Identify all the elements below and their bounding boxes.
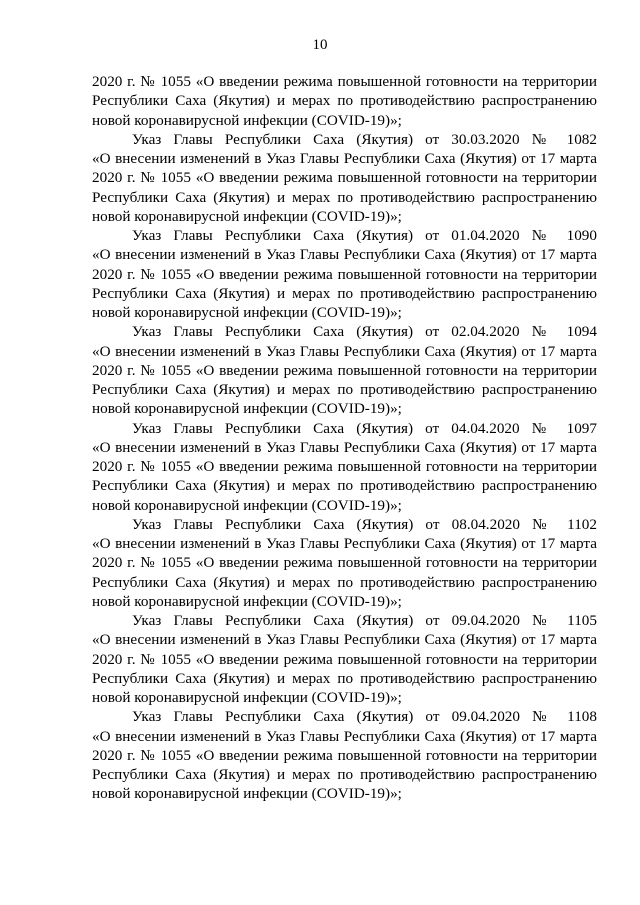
text-line: 2020 г. № 1055 «О введении режима повышенной готовности на территории bbox=[92, 554, 597, 572]
text-line: Республики Саха (Якутия) и мерах по противодействию распространению bbox=[92, 92, 597, 110]
text-line: 2020 г. № 1055 «О введении режима повышенной готовности на территории bbox=[92, 746, 597, 764]
decree-line: Указ Главы Республики Саха (Якутия) от 09.04.2020 № 1105 bbox=[132, 612, 597, 629]
text-line: 2020 г. № 1055 «О введении режима повышенной готовности на территории bbox=[92, 73, 597, 90]
text-line: «О внесении изменений в Указ Главы Республики Саха (Якутия) от 17 марта bbox=[92, 438, 597, 456]
text-line: «О внесении изменений в Указ Главы Республики Саха (Якутия) от 17 марта bbox=[92, 342, 597, 360]
text-line: «О внесении изменений в Указ Главы Республики Саха (Якутия) от 17 марта bbox=[92, 246, 597, 264]
text-line: «О внесении изменений в Указ Главы Республики Саха (Якутия) от 17 марта bbox=[92, 150, 597, 167]
text-line: 2020 г. № 1055 «О введении режима повышенной готовности на территории bbox=[92, 169, 597, 187]
text-line: Республики Саха (Якутия) и мерах по противодействию распространению bbox=[92, 573, 597, 591]
decree-line: Указ Главы Республики Саха (Якутия) от 01.04.2020 № 1090 bbox=[132, 227, 597, 244]
text-line: Республики Саха (Якутия) и мерах по противодействию распространению bbox=[92, 669, 597, 687]
text-line: Республики Саха (Якутия) и мерах по противодействию распространению bbox=[92, 188, 597, 206]
text-line: Республики Саха (Якутия) и мерах по противодействию распространению bbox=[92, 477, 597, 495]
text-line: новой коронавирусной инфекции (COVID-19)»; bbox=[92, 304, 402, 321]
text-line: Республики Саха (Якутия) и мерах по противодействию распространению bbox=[92, 766, 597, 783]
decree-line: Указ Главы Республики Саха (Якутия) от 30.03.2020 № 1082 bbox=[132, 130, 597, 148]
text-line: «О внесении изменений в Указ Главы Республики Саха (Якутия) от 17 марта bbox=[92, 535, 597, 552]
text-line: 2020 г. № 1055 «О введении режима повышенной готовности на территории bbox=[92, 650, 597, 668]
text-line: новой коронавирусной инфекции (COVID-19)»; bbox=[92, 400, 402, 418]
text-line: 2020 г. № 1055 «О введении режима повышенной готовности на территории bbox=[92, 265, 597, 283]
text-line: «О внесении изменений в Указ Главы Республики Саха (Якутия) от 17 марта bbox=[92, 727, 597, 745]
text-line: 2020 г. № 1055 «О введении режима повышенной готовности на территории bbox=[92, 361, 597, 379]
text-line: Республики Саха (Якутия) и мерах по противодействию распространению bbox=[92, 284, 597, 302]
document-body bbox=[92, 72, 597, 804]
decree-line: Указ Главы Республики Саха (Якутия) от 04.04.2020 № 1097 bbox=[132, 419, 597, 437]
text-line: Республики Саха (Якутия) и мерах по противодействию распространению bbox=[92, 381, 597, 398]
text-line: новой коронавирусной инфекции (COVID-19)»; bbox=[92, 592, 402, 610]
decree-line: Указ Главы Республики Саха (Якутия) от 08.04.2020 № 1102 bbox=[132, 515, 597, 533]
text-line: новой коронавирусной инфекции (COVID-19)»; bbox=[92, 207, 402, 225]
decree-line: Указ Главы Республики Саха (Якутия) от 02.04.2020 № 1094 bbox=[132, 323, 597, 341]
text-line: 2020 г. № 1055 «О введении режима повышенной готовности на территории bbox=[92, 458, 597, 475]
text-line: новой коронавирусной инфекции (COVID-19)»; bbox=[92, 496, 402, 514]
text-line: новой коронавирусной инфекции (COVID-19)»; bbox=[92, 785, 402, 803]
decree-line: Указ Главы Республики Саха (Якутия) от 09.04.2020 № 1108 bbox=[132, 708, 597, 726]
text-line: новой коронавирусной инфекции (COVID-19)»; bbox=[92, 689, 402, 706]
page-number: 10 bbox=[312, 37, 328, 53]
text-line: «О внесении изменений в Указ Главы Республики Саха (Якутия) от 17 марта bbox=[92, 631, 597, 649]
text-line: новой коронавирусной инфекции (COVID-19)»; bbox=[92, 111, 402, 129]
